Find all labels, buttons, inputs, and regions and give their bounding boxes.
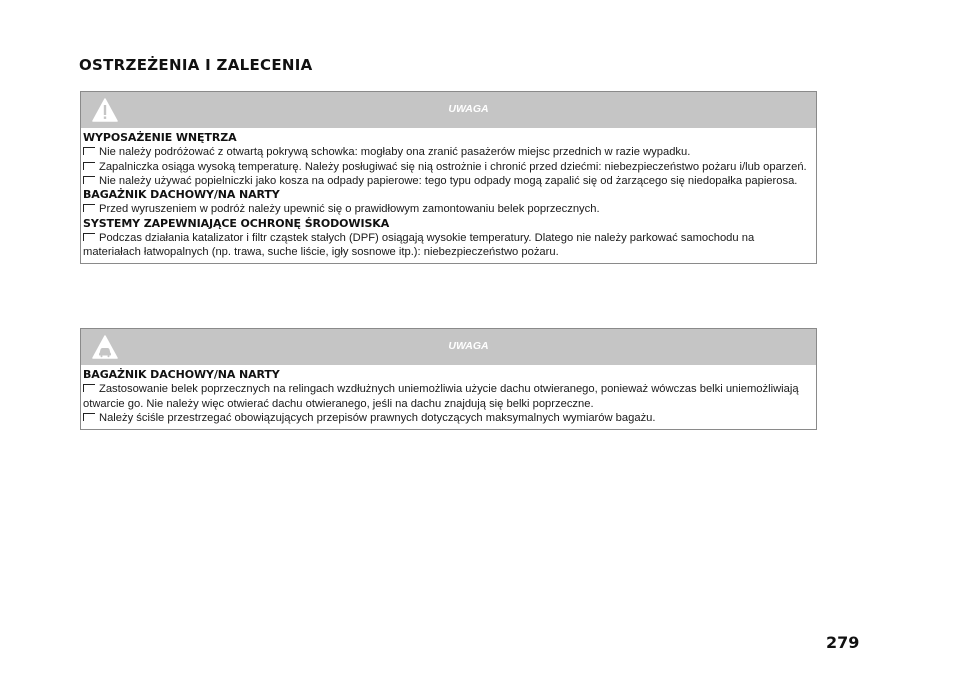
list-item: Zastosowanie belek poprzecznych na relingach wzdłużnych uniemożliwia użycie dachu otwieranego, ponieważ wówczas belki uniemożliwiają otwarcie go. Nie należy więc otwierać dachu otwieranego, jeśli na dachu znajdują się belki poprzeczne. <box>83 383 799 410</box>
list-item: Należy ściśle przestrzegać obowiązujących przepisów prawnych dotyczących maksymalnych wymiarów bagażu. <box>83 411 814 425</box>
warning-box-label: UWAGA <box>448 103 489 115</box>
section-heading-roof-rack: BAGAŻNIK DACHOWY/NA NARTY <box>83 368 280 381</box>
list-item: Przed wyruszeniem w podróż należy upewnić się o prawidłowym zamontowaniu belek poprzecznych. <box>83 202 814 216</box>
list-item: Nie należy używać popielniczki jako kosza na odpady papierowe: tego typu odpady mogą zapalić się od żarzącego się niedopałka papierosa. <box>83 174 814 188</box>
page-title: OSTRZEŻENIA I ZALECENIA <box>79 56 313 74</box>
bullet-icon <box>83 162 95 170</box>
list-item: Zapalniczka osiąga wysoką temperaturę. Należy posługiwać się nią ostrożnie i chronić przed dziećmi: niebezpieczeństwo pożaru i/lub oparzeń. <box>83 160 814 174</box>
warning-box-roof-rack <box>80 328 817 430</box>
list-item: Nie należy podróżować z otwartą pokrywą schowka: mogłaby ona zranić pasażerów miejsc przednich w razie wypadku. <box>83 145 814 159</box>
bullet-icon <box>83 204 95 212</box>
warning-box-header <box>81 329 816 365</box>
bullet-icon <box>83 176 95 184</box>
bullet-icon <box>83 233 95 241</box>
page-number: 279 <box>826 633 860 652</box>
warning-box-body <box>81 128 816 263</box>
warning-box-label: UWAGA <box>448 340 489 352</box>
section-heading-environment: SYSTEMY ZAPEWNIAJĄCE OCHRONĘ ŚRODOWISKA <box>83 216 390 230</box>
section-heading-roof-rack: BAGAŻNIK DACHOWY/NA NARTY <box>83 188 280 202</box>
list-item: Podczas działania katalizator i filtr cząstek stałych (DPF) osiągają wysokie temperatury. Dlatego nie należy parkować samochodu na materiałach łatwopalnych (np. trawa, suche liście, igły sosnowe itp.): niebezpieczeństwo pożaru. <box>83 232 755 259</box>
bullet-icon <box>83 384 95 392</box>
section-heading-interior: WYPOSAŻENIE WNĘTRZA <box>83 131 237 144</box>
warning-box-interior <box>80 91 817 264</box>
warning-box-header <box>81 92 816 128</box>
warning-box-body <box>81 365 816 429</box>
bullet-icon <box>83 413 95 421</box>
bullet-icon <box>83 147 95 155</box>
